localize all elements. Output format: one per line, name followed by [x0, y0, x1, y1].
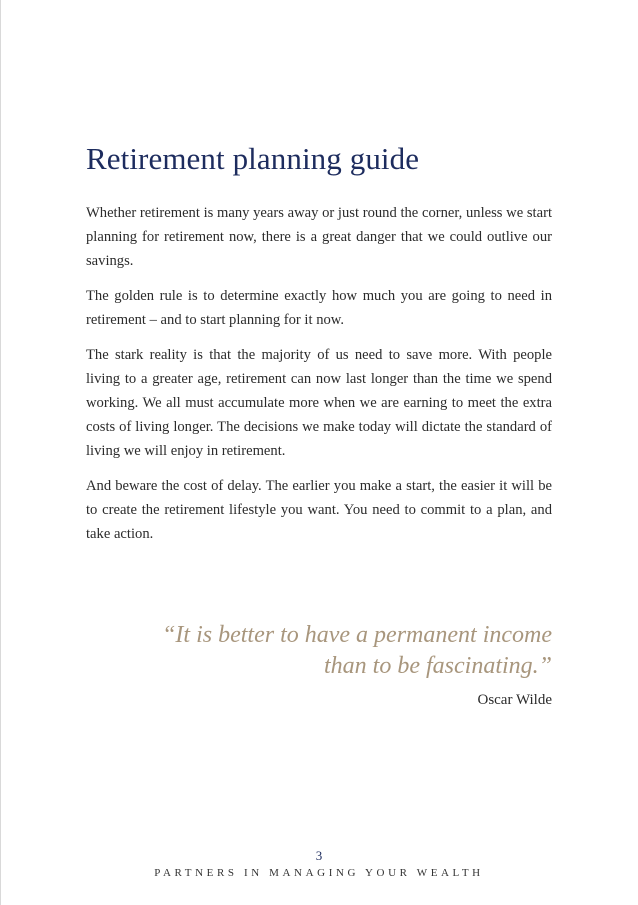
page-edge-divider	[0, 0, 1, 905]
paragraph-stark-reality: The stark reality is that the majority of us need to save more. With people living to a greater age, retirement can now last longer than the time we spend working. We all must accumulate more when we are earning to meet the extra costs of living longer. The decisions we make today will dictate the standard of living we will enjoy in retirement.	[86, 347, 552, 460]
pull-quote	[120, 620, 552, 709]
document-body	[86, 140, 552, 557]
quote-text	[120, 620, 552, 682]
quote-line-2: than to be fascinating.”	[324, 653, 552, 679]
paragraph-golden-rule: The golden rule is to determine exactly how much you are going to need in retirement – and to start planning for it now.	[86, 288, 552, 329]
paragraph-intro: Whether retirement is many years away or just round the corner, unless we start planning for retirement now, there is a great danger that we could outlive our savings.	[86, 205, 552, 270]
paragraph-cost-of-delay: And beware the cost of delay. The earlier you make a start, the easier it will be to create the retirement lifestyle you want. You need to commit to a plan, and take action.	[86, 478, 552, 543]
quote-line-1: “It is better to have a permanent income	[162, 622, 552, 648]
quote-author: Oscar Wilde	[477, 692, 552, 708]
footer-tagline: PARTNERS IN MANAGING YOUR WEALTH	[154, 867, 484, 879]
page-title: Retirement planning guide	[86, 141, 420, 176]
page-number: 3	[315, 848, 323, 863]
